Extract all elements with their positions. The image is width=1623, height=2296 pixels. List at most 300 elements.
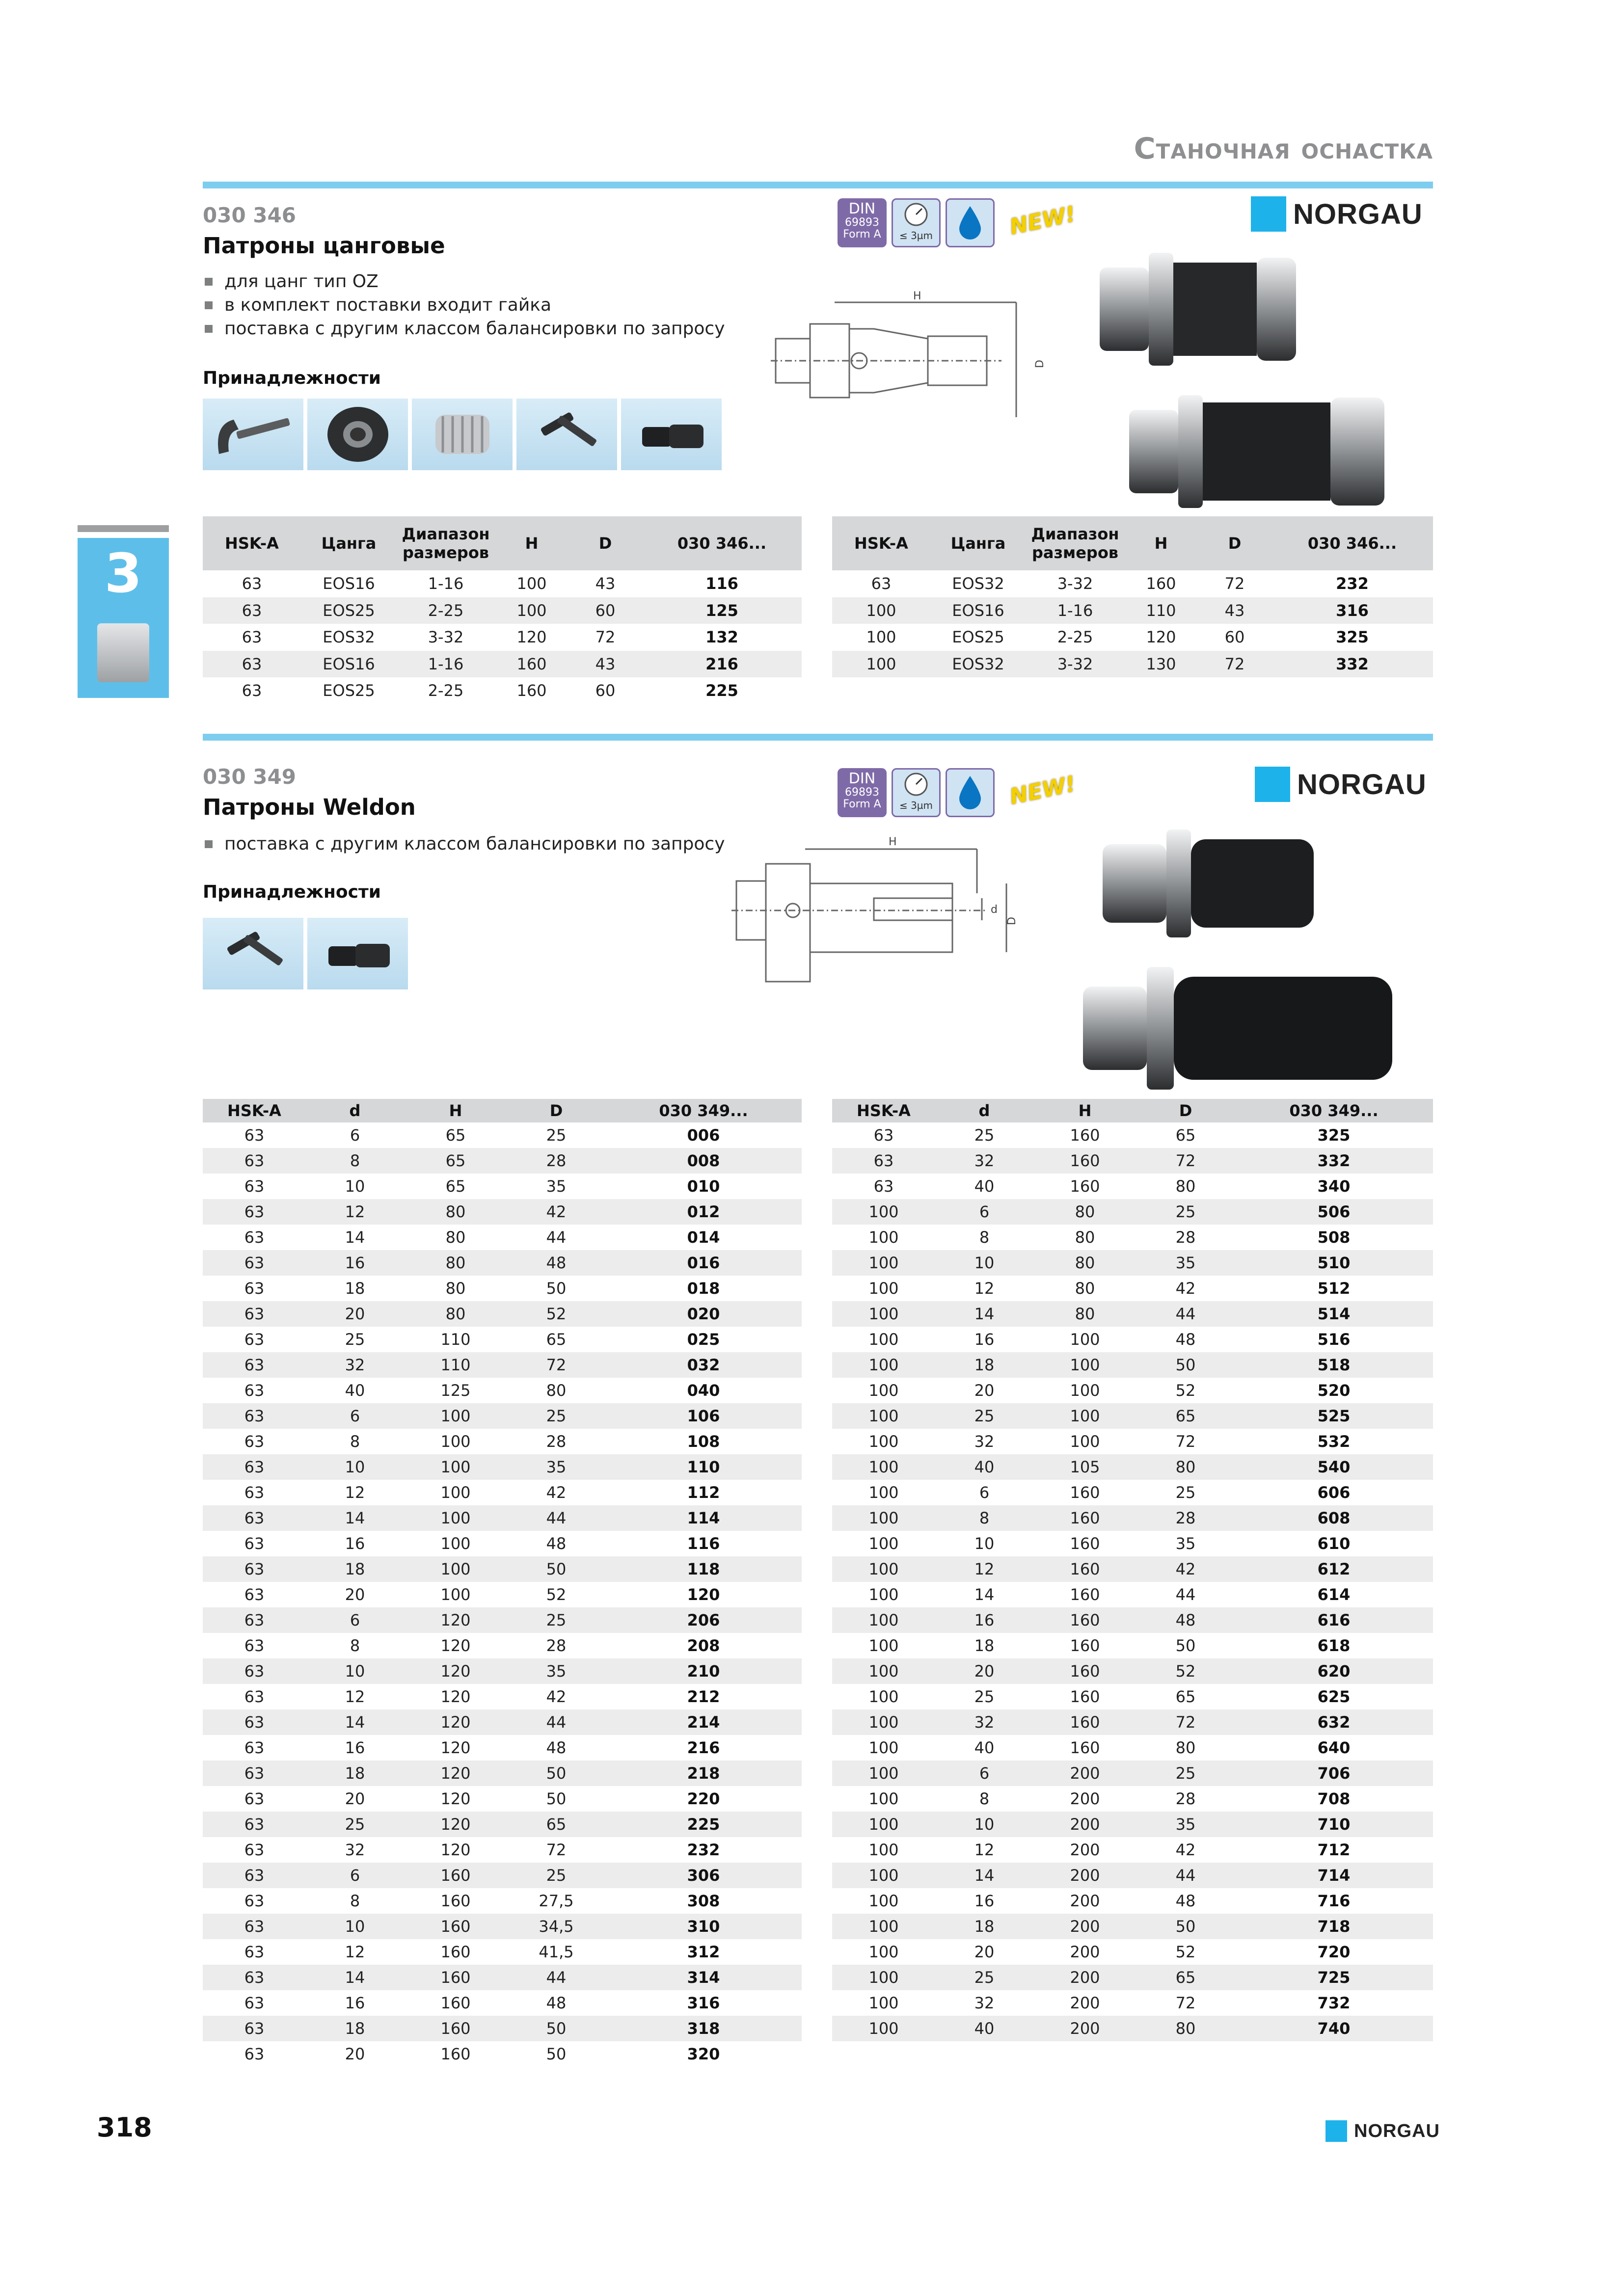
col-header-hsk: HSK-A	[832, 516, 930, 570]
table-cell: 32	[935, 1148, 1033, 1174]
table-cell: 100	[832, 1454, 935, 1480]
table-cell: 200	[1033, 1812, 1136, 1837]
table-cell: 40	[974, 1177, 995, 1196]
table-cell: 63	[203, 597, 301, 624]
t-wrench-icon[interactable]	[516, 399, 617, 470]
table-row	[203, 1582, 802, 1607]
table-cell: 200	[1033, 1965, 1136, 1990]
table-cell: 16	[345, 1738, 365, 1757]
col-header-range	[1026, 516, 1124, 570]
table-cell: 28	[1175, 1228, 1196, 1247]
table-row	[832, 1148, 1433, 1174]
table-cell: 100	[868, 1789, 899, 1808]
col-header-h: H	[1033, 1099, 1136, 1122]
table-row	[832, 597, 1433, 624]
table-cell: 12	[345, 1483, 365, 1502]
dial-gauge-icon	[901, 200, 931, 227]
table-cell: 10	[306, 1454, 404, 1480]
table-cell: 12	[935, 1556, 1033, 1582]
table-row	[203, 1174, 802, 1199]
order-code-cell: 110	[605, 1454, 802, 1480]
section1-table-left-body	[203, 570, 802, 704]
table-row	[203, 1429, 802, 1454]
section2-accessories	[203, 918, 408, 989]
pull-stud-icon[interactable]	[307, 918, 408, 989]
table-cell: 100	[516, 574, 547, 593]
table-cell: 160	[404, 2016, 507, 2041]
table-cell: 35	[1175, 1534, 1196, 1553]
order-code-cell: 006	[687, 1126, 720, 1145]
table-row	[203, 1301, 802, 1327]
table-cell: 63	[832, 1148, 935, 1174]
table-cell: 72	[1175, 1994, 1196, 2012]
table-cell: 44	[546, 1228, 567, 1247]
table-cell: 200	[1070, 1994, 1100, 2012]
section2-bullet: поставка с другим классом балансировки по запросу	[203, 832, 725, 856]
collet-icon[interactable]	[412, 399, 513, 470]
order-code-cell: 014	[687, 1228, 720, 1247]
page-number: 318	[97, 2112, 152, 2143]
table-cell: 10	[345, 1177, 365, 1196]
table-cell: 48	[546, 1534, 567, 1553]
table-cell: 8	[350, 1892, 360, 1910]
table-cell: 100	[832, 597, 930, 624]
table-cell: 25	[1136, 1199, 1235, 1225]
brand-name: NORGAU	[1293, 198, 1423, 230]
col-header-code: 030 346...	[642, 516, 802, 570]
table-cell: 63	[203, 1812, 306, 1837]
table-cell: 100	[868, 1534, 899, 1553]
table-cell: 100	[832, 1505, 935, 1531]
order-code-cell: 040	[687, 1381, 720, 1400]
order-code-cell: 718	[1235, 1914, 1433, 1939]
table-cell: 25	[507, 1403, 605, 1429]
table-row	[203, 651, 802, 678]
balance-class-badge	[892, 768, 941, 817]
table-row	[832, 1556, 1433, 1582]
section2-accessories-title: Принадлежности	[203, 882, 381, 902]
table-row	[832, 1122, 1433, 1148]
table-cell: 160	[1033, 1148, 1136, 1174]
table-cell: 200	[1070, 1943, 1100, 1961]
table-cell: 63	[203, 1403, 306, 1429]
col-header-range-line2: размеров	[402, 543, 489, 562]
order-code-cell: 018	[687, 1279, 720, 1298]
din-standard-badge	[838, 768, 887, 817]
table-row	[832, 570, 1433, 597]
table-cell: 27,5	[539, 1892, 574, 1910]
col-header-code: 030 349...	[1235, 1099, 1433, 1122]
col-header-code: 030 349...	[605, 1099, 802, 1122]
table-cell: 6	[306, 1607, 404, 1633]
col-header-d: D	[1198, 516, 1271, 570]
table-cell: 34,5	[507, 1914, 605, 1939]
table-cell: 100	[440, 1483, 471, 1502]
table-cell: 100	[832, 1863, 935, 1888]
order-code-cell: 606	[1317, 1483, 1351, 1502]
table-cell: 42	[1175, 1279, 1196, 1298]
table-cell: 32	[306, 1352, 404, 1378]
table-cell: 14	[306, 1709, 404, 1735]
order-code-cell: 008	[605, 1148, 802, 1174]
table-cell: 65	[1175, 1126, 1196, 1145]
table-cell: 28	[546, 1432, 567, 1451]
table-cell: 100	[1070, 1432, 1100, 1451]
table-row	[832, 1837, 1433, 1863]
order-code-cell: 218	[605, 1761, 802, 1786]
collet-nut-icon[interactable]	[307, 399, 408, 470]
col-header-hsk: HSK-A	[832, 1099, 935, 1122]
table-cell: 65	[507, 1812, 605, 1837]
table-row	[832, 1965, 1433, 1990]
order-code-cell: 025	[687, 1330, 720, 1349]
table-cell: 100	[832, 1812, 935, 1837]
table-row	[203, 1684, 802, 1709]
order-code-cell: 316	[1271, 597, 1433, 624]
table-cell: 100	[404, 1556, 507, 1582]
table-row	[203, 1225, 802, 1250]
order-code-cell: 706	[1235, 1761, 1433, 1786]
table-cell: 63	[244, 1279, 265, 1298]
table-cell: 63	[873, 1177, 894, 1196]
table-cell: 8	[350, 1432, 360, 1451]
order-code-cell: 020	[605, 1301, 802, 1327]
table-cell: 80	[1136, 2016, 1235, 2041]
order-code-cell: 732	[1317, 1994, 1351, 2012]
col-header-hsk: HSK-A	[203, 1099, 306, 1122]
table-cell: 63	[244, 1789, 265, 1808]
table-cell: 100	[1033, 1403, 1136, 1429]
col-header-collet: Цанга	[930, 516, 1026, 570]
table-cell: 100	[832, 1607, 935, 1633]
table-row	[832, 1225, 1433, 1250]
order-code-cell: 618	[1317, 1636, 1351, 1655]
table-cell: 8	[935, 1505, 1033, 1531]
table-cell: 40	[974, 1738, 995, 1757]
table-cell: 160	[1070, 1534, 1100, 1553]
table-cell: 63	[244, 1483, 265, 1502]
t-wrench-icon[interactable]	[203, 918, 303, 989]
table-cell: 48	[546, 1994, 567, 2012]
order-code-cell: 632	[1235, 1709, 1433, 1735]
table-cell: 60	[595, 681, 616, 700]
col-header-d: D	[1136, 1099, 1235, 1122]
table-row	[832, 1990, 1433, 2016]
table-cell: 18	[345, 1279, 365, 1298]
col-header-collet: Цанга	[301, 516, 397, 570]
order-code-cell: 220	[687, 1789, 720, 1808]
table-cell: 65	[546, 1330, 567, 1349]
table-cell: 10	[306, 1658, 404, 1684]
table-cell: 100	[832, 1761, 935, 1786]
order-code-cell: 506	[1235, 1199, 1433, 1225]
table-row	[203, 1633, 802, 1658]
table-row	[832, 1735, 1433, 1761]
table-cell: 160	[495, 651, 568, 678]
table-cell: 80	[546, 1381, 567, 1400]
section1-bullet: для цанг тип OZ	[203, 270, 725, 294]
table-cell: 80	[445, 1279, 466, 1298]
table-row	[832, 1429, 1433, 1454]
table-cell: 100	[832, 1403, 935, 1429]
order-code-cell: 325	[1336, 628, 1369, 647]
table-cell: 100	[832, 651, 930, 678]
balance-value: ≤ 3µm	[899, 800, 933, 811]
table-cell: 63	[871, 574, 892, 593]
table-cell: 110	[440, 1330, 471, 1349]
din-form: Form A	[843, 228, 881, 240]
table-row	[832, 1607, 1433, 1633]
table-cell: 40	[345, 1381, 365, 1400]
table-cell: 20	[345, 1789, 365, 1808]
table-cell: 25	[306, 1812, 404, 1837]
section2-badges	[838, 768, 1076, 817]
balance-value: ≤ 3µm	[899, 230, 933, 241]
section2-table-right	[832, 1099, 1433, 2041]
footer-brand	[1325, 2120, 1440, 2142]
table-row	[203, 1735, 802, 1761]
table-cell: 63	[244, 1330, 265, 1349]
table-cell: 120	[1146, 628, 1176, 647]
order-code-cell: 106	[605, 1403, 802, 1429]
order-code-cell: 540	[1235, 1454, 1433, 1480]
order-code-cell: 012	[605, 1199, 802, 1225]
table-cell: 100	[868, 1279, 899, 1298]
table-row	[203, 1378, 802, 1403]
table-cell: 200	[1070, 1789, 1100, 1808]
table-row	[203, 1888, 802, 1914]
table-cell: 48	[546, 1738, 567, 1757]
table-cell: 120	[440, 1841, 471, 1859]
table-cell: 16	[345, 1994, 365, 2012]
table-cell: 72	[507, 1352, 605, 1378]
din-standard-badge	[838, 198, 887, 247]
table-row	[832, 1301, 1433, 1327]
table-cell: 12	[306, 1199, 404, 1225]
section2-product-photo-short	[1098, 825, 1319, 942]
table-row	[832, 1888, 1433, 1914]
order-code-cell: 132	[705, 628, 738, 647]
table-cell: 72	[546, 1841, 567, 1859]
table-cell: 25	[507, 1607, 605, 1633]
table-cell: 120	[440, 1636, 471, 1655]
table-row	[203, 1837, 802, 1863]
table-cell: 63	[242, 681, 262, 700]
table-cell: 63	[203, 1965, 306, 1990]
table-cell: 72	[1136, 1148, 1235, 1174]
order-code-cell: 614	[1317, 1585, 1351, 1604]
table-row	[832, 1199, 1433, 1225]
drawing-dimension-H: H	[889, 836, 897, 848]
table-cell: 100	[868, 1943, 899, 1961]
table-cell: 18	[306, 2016, 404, 2041]
table-cell: 100	[1070, 1381, 1100, 1400]
table-cell: 20	[345, 2045, 365, 2063]
order-code-cell: 310	[605, 1914, 802, 1939]
table-cell: 120	[404, 1658, 507, 1684]
table-cell: 8	[350, 1636, 360, 1655]
order-code-cell: 712	[1317, 1841, 1351, 1859]
pull-stud-icon[interactable]	[621, 399, 722, 470]
table-cell: 44	[507, 1709, 605, 1735]
table-cell: 80	[1033, 1250, 1136, 1276]
table-cell: 200	[1070, 1841, 1100, 1859]
table-cell: 63	[203, 1505, 306, 1531]
order-code-cell: 306	[605, 1863, 802, 1888]
table-cell: 25	[546, 1126, 567, 1145]
table-cell: 63	[203, 1250, 306, 1276]
table-cell: 72	[1136, 1709, 1235, 1735]
order-code-cell: 332	[1271, 651, 1433, 678]
table-cell: 100	[868, 1841, 899, 1859]
table-cell: 32	[974, 1432, 995, 1451]
order-code-cell: 318	[605, 2016, 802, 2041]
table-cell: 63	[203, 651, 301, 678]
table-cell: 14	[935, 1301, 1033, 1327]
table-cell: EOS32	[930, 651, 1026, 678]
table-row	[832, 1709, 1433, 1735]
table-cell: 100	[832, 1914, 935, 1939]
table-cell: 160	[1070, 1126, 1100, 1145]
order-code-cell: 610	[1317, 1534, 1351, 1553]
table-cell: 63	[203, 1148, 306, 1174]
table-row	[203, 2041, 802, 2067]
table-cell: EOS25	[952, 628, 1004, 647]
order-code-cell: 214	[605, 1709, 802, 1735]
table-cell: 48	[1175, 1330, 1196, 1349]
table-cell: 120	[440, 1789, 471, 1808]
table-cell: 25	[935, 1965, 1033, 1990]
page-header: Станочная оснастка	[1134, 132, 1433, 166]
section1-brand	[1251, 196, 1423, 232]
table-cell: 20	[974, 1381, 995, 1400]
table-row	[203, 1531, 802, 1556]
table-cell: 28	[1175, 1789, 1196, 1808]
table-cell: 63	[203, 1556, 306, 1582]
table-cell: 160	[1070, 1687, 1100, 1706]
table-row	[203, 1761, 802, 1786]
order-code-cell: 332	[1235, 1148, 1433, 1174]
table-cell: 6	[306, 1863, 404, 1888]
table-row	[832, 1914, 1433, 1939]
order-code-cell: 510	[1235, 1250, 1433, 1276]
table-cell: 50	[507, 2016, 605, 2041]
table-row	[832, 1505, 1433, 1531]
order-code-cell: 212	[687, 1687, 720, 1706]
section2-top-rule	[203, 734, 1433, 741]
table-cell: 160	[1070, 1636, 1100, 1655]
table-row	[203, 1556, 802, 1582]
table-cell: 6	[935, 1761, 1033, 1786]
order-code-cell: 032	[605, 1352, 802, 1378]
table-cell: 32	[935, 1709, 1033, 1735]
table-cell: 100	[1033, 1352, 1136, 1378]
table-cell: EOS16	[930, 597, 1026, 624]
order-code-cell: 320	[687, 2045, 720, 2063]
section2-title: Патроны Weldon	[203, 794, 416, 820]
table-cell: EOS16	[301, 651, 397, 678]
table-row	[203, 1990, 802, 2016]
table-cell: 80	[1075, 1228, 1095, 1247]
table-cell: 120	[404, 1607, 507, 1633]
table-cell: 65	[445, 1177, 466, 1196]
order-code-cell: 016	[605, 1250, 802, 1276]
table-row	[203, 1148, 802, 1174]
table-cell: 6	[979, 1483, 990, 1502]
col-header-h: H	[495, 516, 568, 570]
table-row	[832, 1582, 1433, 1607]
col-header-range-line1: Диапазон	[1031, 525, 1119, 543]
table-cell: 160	[1070, 1585, 1100, 1604]
table-cell: 100	[868, 1228, 899, 1247]
table-cell: 63	[244, 1228, 265, 1247]
table-cell: 120	[404, 1761, 507, 1786]
order-code-cell: 120	[687, 1585, 720, 1604]
table-cell: 63	[244, 1177, 265, 1196]
table-cell: 100	[868, 1738, 899, 1757]
table-row	[203, 1454, 802, 1480]
table-cell: 63	[244, 1994, 265, 2012]
order-code-cell: 720	[1317, 1943, 1351, 1961]
table-cell: 42	[1175, 1841, 1196, 1859]
table-cell: 20	[935, 1658, 1033, 1684]
table-cell: 105	[1033, 1454, 1136, 1480]
section1-bullet: в комплект поставки входит гайка	[203, 294, 725, 317]
order-code-cell: 516	[1317, 1330, 1351, 1349]
drawing-dimension-D: D	[1034, 360, 1046, 368]
section1-accessories-title: Принадлежности	[203, 368, 381, 388]
table-cell: 160	[440, 1892, 471, 1910]
order-code-cell: 108	[687, 1432, 720, 1451]
table-row	[832, 1658, 1433, 1684]
din-number: 69893	[845, 786, 879, 799]
din-form: Form A	[843, 798, 881, 810]
table-cell: 160	[1146, 574, 1176, 593]
table-cell: 60	[568, 597, 642, 624]
table-cell: EOS25	[301, 597, 397, 624]
col-header-range-line1: Диапазон	[402, 525, 490, 543]
table-cell: 28	[546, 1636, 567, 1655]
table-row	[203, 1327, 802, 1352]
col-header-code: 030 346...	[1271, 516, 1433, 570]
table-row	[832, 1327, 1433, 1352]
hook-spanner-icon[interactable]	[203, 399, 303, 470]
table-cell: 100	[866, 628, 896, 647]
table-cell: 18	[974, 1636, 995, 1655]
table-cell: 63	[203, 1914, 306, 1939]
table-cell: 100	[832, 1301, 935, 1327]
chapter-tab[interactable]	[78, 525, 169, 698]
table-cell: 18	[306, 1761, 404, 1786]
table-cell: 35	[507, 1454, 605, 1480]
dial-gauge-icon	[901, 770, 931, 797]
order-code-cell: 216	[642, 651, 802, 678]
section1-badges	[838, 198, 1076, 247]
table-cell: 100	[832, 1199, 935, 1225]
section1-table-right-body	[832, 570, 1433, 677]
table-cell: 50	[546, 1789, 567, 1808]
section1-product-photo-short	[1095, 248, 1301, 371]
table-cell: 6	[935, 1199, 1033, 1225]
table-cell: 50	[507, 1556, 605, 1582]
table-cell: 110	[404, 1352, 507, 1378]
table-cell: 52	[546, 1585, 567, 1604]
table-cell: 63	[203, 1352, 306, 1378]
table-cell: 80	[1175, 1177, 1196, 1196]
table-row	[203, 1250, 802, 1276]
table-cell: 42	[546, 1483, 567, 1502]
table-cell: 63	[244, 1636, 265, 1655]
